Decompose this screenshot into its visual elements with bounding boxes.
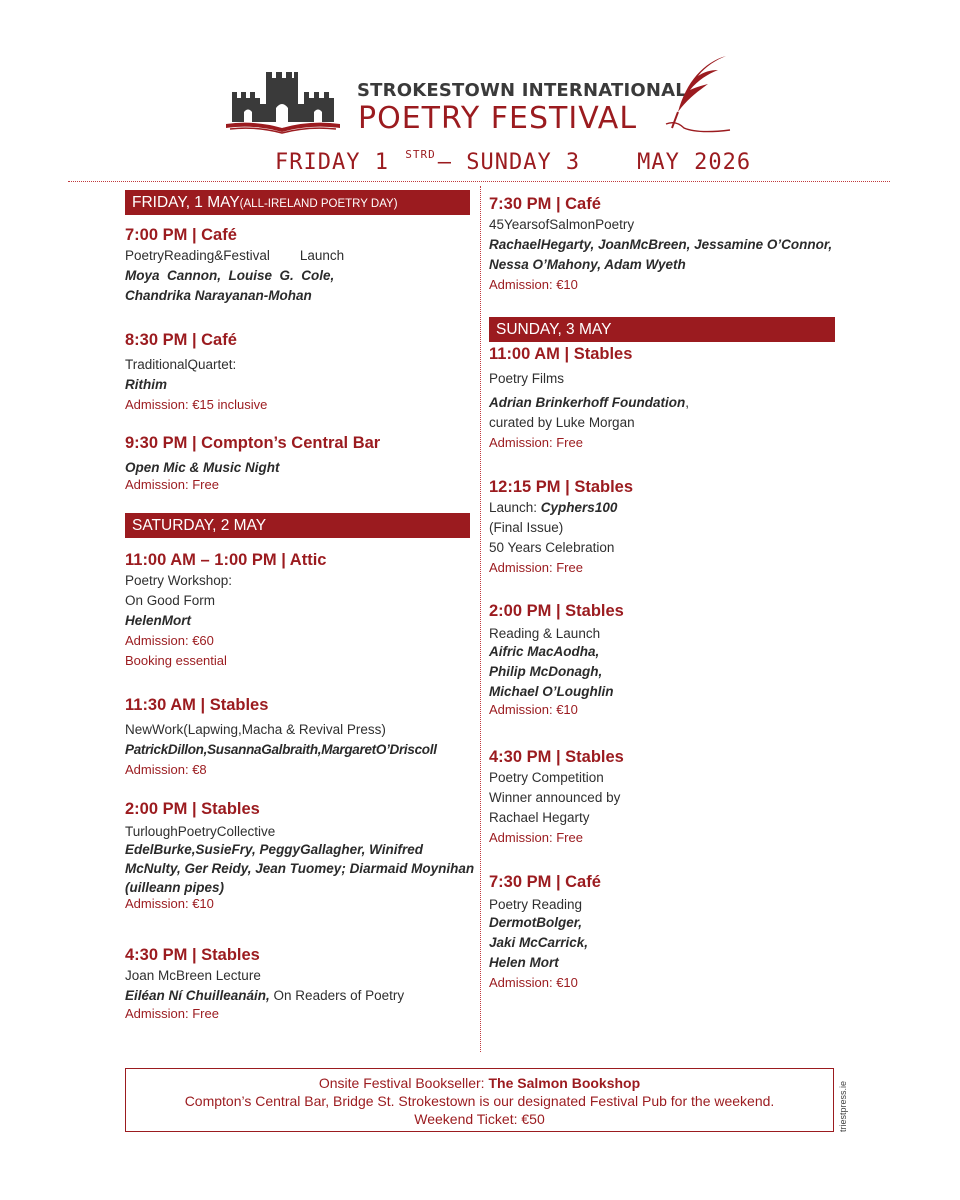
event-fri-1900 [125, 224, 470, 306]
event-title: Poetry Films [489, 371, 565, 386]
event-performers: RachaelHegarty, JoanMcBreen, Jessamine O’Connor, [489, 237, 833, 252]
event-time: 9:30 PM | Compton’s Central Bar [125, 434, 381, 452]
event-time: 11:00 AM – 1:00 PM | Attic [125, 551, 327, 569]
event-sun-1215 [489, 476, 834, 578]
event-admission: Admission: Free [489, 560, 583, 575]
event-sun-1100 [489, 343, 834, 453]
event-performers: Chandrika Narayanan-Mohan [125, 288, 312, 303]
event-admission: Admission: Free [489, 830, 583, 845]
event-admission: Admission: €15 inclusive [125, 397, 268, 412]
column-divider [480, 186, 481, 1052]
event-performers: Open Mic & Music Night [125, 460, 280, 475]
event-admission: Admission: €10 [125, 896, 214, 911]
event-time: 8:30 PM | Café [125, 331, 237, 349]
event-sat-1400 [125, 798, 475, 911]
event-fri-1930 [489, 193, 834, 295]
event-performers: PatrickDillon,SusannaGalbraith,MargaretO’Driscoll [125, 742, 437, 757]
header-divider [68, 181, 890, 182]
event-subtitle: 50 Years Celebration [489, 540, 615, 555]
printer-credit: triestpress.ie [838, 1080, 848, 1132]
festival-title: POETRY FESTIVAL [358, 101, 638, 136]
festival-dates: FRIDAY 1 $^{STRD}$– SUNDAY 3 MAY 2026 [275, 148, 752, 175]
event-time: 11:00 AM | Stables [489, 345, 633, 363]
event-sat-1100 [125, 549, 470, 671]
weekend-ticket-line: Weekend Ticket: €50 [414, 1111, 545, 1127]
event-performers: Helen Mort [489, 955, 559, 970]
event-admission: Admission: €8 [125, 762, 207, 777]
event-performers: Philip McDonagh, [489, 664, 603, 679]
event-admission: Admission: €10 [489, 277, 578, 292]
event-subtitle: (Final Issue) [489, 520, 564, 535]
event-time: 7:30 PM | Café [489, 195, 601, 213]
event-performers: EdelBurke,SusieFry, PeggyGallagher, Winifred [125, 842, 423, 857]
event-sat-1630 [125, 944, 470, 1022]
event-time: 7:00 PM | Café [125, 226, 237, 244]
event-subtitle: Winner announced by [489, 790, 621, 805]
event-title: Launch: Cyphers100 [489, 500, 618, 515]
event-title: PoetryReading&Festival Launch [125, 248, 345, 263]
event-time: 4:30 PM | Stables [489, 748, 624, 766]
event-subtitle: On Good Form [125, 593, 216, 608]
event-admission: Admission: €10 [489, 702, 578, 717]
footer-info-box [125, 1068, 834, 1132]
event-performers: Aifric MacAodha, [489, 644, 600, 659]
event-time: 2:00 PM | Stables [125, 800, 260, 818]
event-title: Joan McBreen Lecture [125, 968, 261, 983]
event-performers: Eiléan Ní Chuilleanáin, [125, 988, 270, 1003]
event-subtitle: Rachael Hegarty [489, 810, 590, 825]
bookseller-line: Onsite Festival Bookseller: The Salmon Bookshop [318, 1075, 641, 1091]
event-performers: DermotBolger, [489, 915, 583, 930]
event-admission: Admission: Free [125, 1006, 219, 1021]
event-performers: Michael O’Loughlin [489, 684, 614, 699]
event-performers: Nessa O’Mahony, Adam Wyeth [489, 257, 686, 272]
event-sun-1930 [489, 871, 834, 993]
org-title: STROKESTOWN INTERNATIONAL [357, 80, 687, 101]
event-admission: Admission: Free [489, 435, 583, 450]
event-admission: Admission: €10 [489, 975, 578, 990]
event-admission: Admission: Free [125, 477, 219, 492]
event-performers-line: Eiléan Ní Chuilleanáin, On Readers of Poetry [125, 988, 405, 1003]
sunday-banner: SUNDAY, 3 MAY [489, 317, 835, 342]
castle-book-logo-icon [224, 72, 342, 134]
event-time: 7:30 PM | Café [489, 873, 601, 891]
event-performers: McNulty, Ger Reidy, Jean Tuomey; Diarmaid Moynihan [125, 861, 475, 876]
event-title: TraditionalQuartet: [125, 357, 237, 372]
event-time: 4:30 PM | Stables [125, 946, 260, 964]
event-title: TurloughPoetryCollective [125, 824, 276, 839]
event-performers: Adrian Brinkerhoff Foundation [489, 395, 686, 410]
event-sat-1130 [125, 694, 470, 780]
event-sun-1630 [489, 746, 834, 848]
festival-pub-line: Compton’s Central Bar, Bridge St. Strokestown is our designated Festival Pub for the weekend. [184, 1093, 775, 1109]
event-performers-line: Adrian Brinkerhoff Foundation, [489, 395, 690, 410]
friday-banner: FRIDAY, 1 MAY(ALL-IRELAND POETRY DAY) [125, 190, 470, 215]
event-time: 2:00 PM | Stables [489, 602, 624, 620]
saturday-banner: SATURDAY, 2 MAY [125, 513, 470, 538]
event-performers: HelenMort [125, 613, 192, 628]
event-sun-1400 [489, 600, 834, 718]
event-performers: (uilleann pipes) [125, 880, 225, 895]
event-booking-note: Booking essential [125, 653, 227, 668]
event-performers: Jaki McCarrick, [489, 935, 589, 950]
event-performers: Moya Cannon, Louise G. Cole, [125, 268, 335, 283]
event-title: Poetry Workshop: [125, 573, 233, 588]
event-title: NewWork(Lapwing,Macha & Revival Press) [125, 722, 386, 737]
event-fri-2130 [125, 432, 470, 492]
event-title: Reading & Launch [489, 626, 601, 641]
bookseller-name: The Salmon Bookshop [488, 1075, 641, 1091]
quill-icon [664, 54, 732, 136]
event-admission: Admission: €60 [125, 633, 214, 648]
event-time: 11:30 AM | Stables [125, 696, 269, 714]
event-performers: Rithim [125, 377, 167, 392]
event-title: Poetry Competition [489, 770, 604, 785]
event-fri-2030 [125, 329, 470, 415]
event-title: Poetry Reading [489, 897, 583, 912]
event-title: 45YearsofSalmonPoetry [489, 217, 635, 232]
event-time: 12:15 PM | Stables [489, 478, 634, 496]
event-subtitle: curated by Luke Morgan [489, 415, 635, 430]
